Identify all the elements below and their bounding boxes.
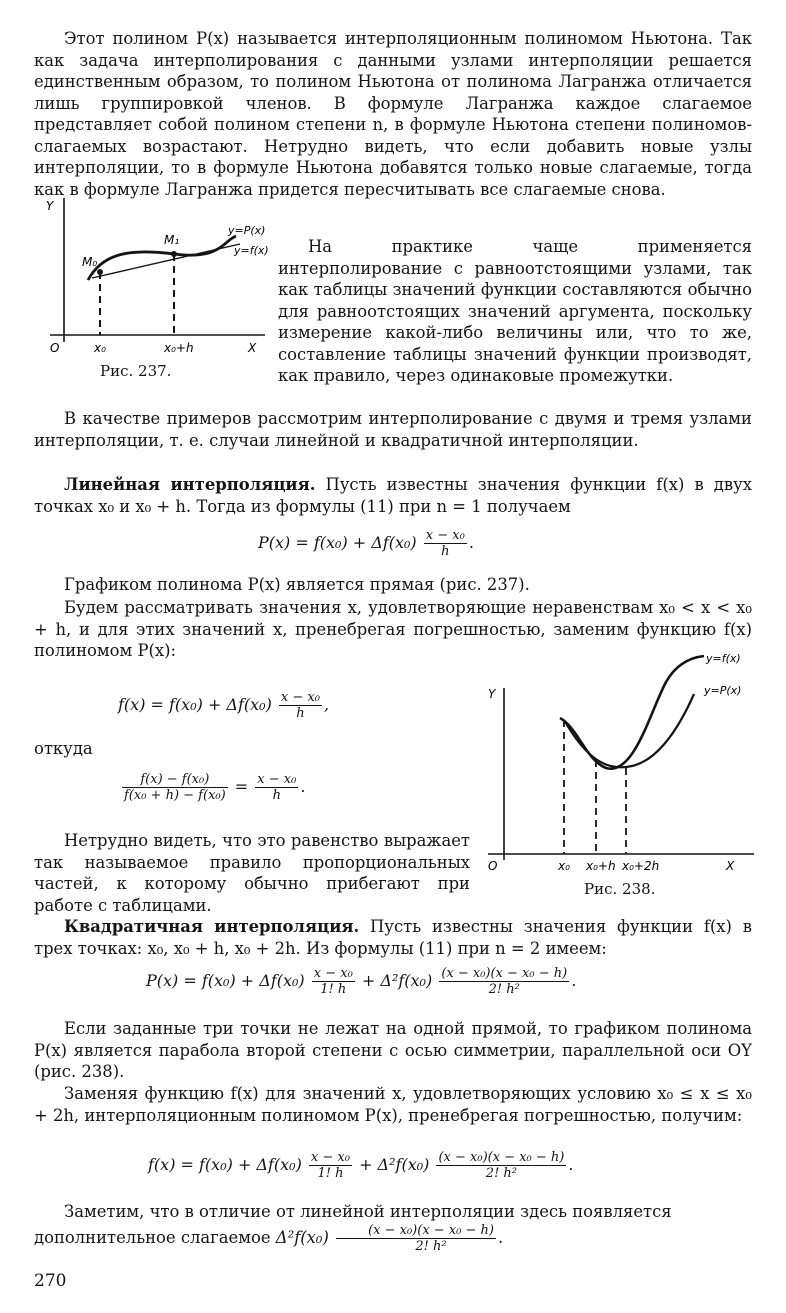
eq5-lhs: f(x) = f(x₀) + Δf(x₀)	[148, 1155, 302, 1174]
fig237-caption: Рис. 237.	[100, 362, 172, 380]
fig237-label-x0h: x₀+h	[164, 341, 194, 355]
paragraph-consider-values: Будем рассматривать значения x, удовлетворяющие неравенствам x₀ < x < x₀ + h, и для этих значений x, пренебрегая погрешностью, заменим функцию f(x) полиномом P(x):	[34, 598, 752, 660]
figure-238	[482, 648, 782, 876]
fig237-label-origin: O	[50, 341, 60, 355]
equation-linear-polynomial: P(x) = f(x₀) + Δf(x₀) $\frac{\text{x − x₀}}{h}$ .	[258, 528, 474, 559]
fig237-label-x: X	[248, 341, 257, 355]
eq3-right-numerator: x − x₀	[257, 772, 297, 787]
fig238-label-origin: O	[488, 859, 498, 873]
eq4-denominator-2: 2! h²	[488, 982, 520, 997]
equation-quadratic-polynomial: P(x) = f(x₀) + Δf(x₀) $\frac{\text{x − x₀}}{1! h}$ + Δ²f(x₀) $\frac{\text{(x − x₀)(x − x₀ − h)}}{\text{2! h²}}$ .	[146, 966, 577, 997]
paragraph-quadratic-interpolation	[34, 916, 752, 959]
eq6-denominator: 2! h²	[415, 1238, 447, 1254]
fig238-label-x0h: x₀+h	[586, 859, 616, 873]
eq1-numerator: x − x₀	[425, 528, 465, 543]
eq1-lhs: P(x) = f(x₀) + Δf(x₀)	[258, 533, 417, 552]
fig237-label-p: y=P(x)	[228, 224, 266, 237]
eq5-numerator-1: x − x₀	[310, 1150, 350, 1165]
fig238-label-x02h: x₀+2h	[622, 859, 660, 873]
fig237-label-y: Y	[46, 199, 54, 213]
paragraph-equidistant-nodes: На практике чаще применяется интерполирование с равноотстоящими узлами, так как таблицы значений функции составляются обычно для равноотстоящих значений аргумента, поскольку измерение какой-либо величины или, что то же, составление таблицы значений функции производят, как правило, через одинаковые промежутки.	[278, 237, 752, 385]
eq6-numerator: (x − x₀)(x − x₀ − h)	[336, 1223, 496, 1239]
paragraph-replace-function: Заменяя функцию f(x) для значений x, удовлетворяющих условию x₀ ≤ x ≤ x₀ + 2h, интерполяционным полиномом P(x), пренебрегая погрешностью, получим:	[34, 1084, 752, 1125]
eq4-fraction-1	[312, 966, 355, 997]
equation-quadratic-approximation: f(x) = f(x₀) + Δf(x₀) $\frac{\text{x − x₀}}{1! h}$ + Δ²f(x₀) $\frac{\text{(x − x₀)(x − x₀ − h)}}{\text{2! h²}}$ .	[148, 1150, 574, 1181]
eq5-fraction-1	[309, 1150, 352, 1181]
heading-quadratic-interpolation: Квадратичная интерполяция.	[64, 917, 360, 936]
paragraph-graph-linear: Графиком полинома P(x) является прямая (рис. 237).	[64, 575, 530, 594]
eq3-right-denominator: h	[272, 788, 281, 803]
text-additional-term: Заметим, что в отличие от линейной интерполяции здесь появляется дополнительное слагаемое	[34, 1202, 672, 1247]
paragraph-additional-term: Заметим, что в отличие от линейной интерполяции здесь появляется дополнительное слагаемое Δ²f(x₀) $\frac{\text{(x − x₀)(x − x₀ − h)}}{\text{2! h²}}$ .	[34, 1202, 672, 1254]
eq5-denominator-1: 1! h	[317, 1166, 344, 1181]
fig237-point-m0	[97, 269, 103, 275]
eq4-denominator-1: 1! h	[320, 982, 347, 997]
eq4-middle: + Δ²f(x₀)	[361, 971, 433, 990]
paragraph-newton-polynomial: Этот полином P(x) называется интерполяционным полиномом Ньютона. Так как задача интерполирования с данными узлами интерполяции решается единственным образом, то полином Ньютона от полинома Лагранжа отличается лишь группировкой членов. В формуле Лагранжа каждое слагаемое представляет собой полином степени n, в формуле Ньютона степени полиномов-слагаемых возрастают. Нетрудно видеть, что если добавить новые узлы интерполяции, то в формуле Ньютона добавятся только новые слагаемые, тогда как в формуле Лагранжа придется пересчитывать все слагаемые снова.	[34, 29, 752, 199]
eq4-numerator-2: (x − x₀)(x − x₀ − h)	[441, 966, 568, 981]
fig237-label-m1: M₁	[164, 233, 180, 247]
paragraph-examples: В качестве примеров рассмотрим интерполирование с двумя и тремя узлами интерполяции, т. е. случаи линейной и квадратичной интерполяции.	[34, 409, 752, 450]
paragraph-proportional-rule: Нетрудно видеть, что это равенство выражает так называемое правило пропорциональных частей, к которому обычно прибегают при работе с таблицами.	[34, 831, 470, 915]
eq2-lhs: f(x) = f(x₀) + Δf(x₀)	[118, 695, 272, 714]
page-number: 270	[34, 1271, 67, 1291]
fig238-label-p: y=P(x)	[704, 684, 742, 697]
fig237-line-p	[92, 244, 240, 278]
eq5-fraction-2	[436, 1150, 566, 1181]
fig238-label-x0: x₀	[558, 859, 570, 873]
fig238-caption: Рис. 238.	[584, 880, 656, 898]
eq6-fraction	[336, 1223, 496, 1254]
heading-linear-interpolation: Линейная интерполяция.	[64, 475, 316, 494]
fig237-label-x0: x₀	[94, 341, 106, 355]
equation-proportional-parts: $\frac{\text{f(x) − f(x₀)}}{\text{f(x₀ + h) − f(x₀)}}$ = $\frac{\text{x − x₀}}{h}$ .	[124, 772, 306, 803]
fig237-label-m0: M₀	[82, 255, 98, 269]
eq4-lhs: P(x) = f(x₀) + Δf(x₀)	[146, 971, 305, 990]
text-quadratic-interpolation: Пусть известны значения функции f(x) в трех точках: x₀, x₀ + h, x₀ + 2h. Из формулы (11) при n = 2 имеем:	[34, 917, 753, 958]
eq5-numerator-2: (x − x₀)(x − x₀ − h)	[438, 1150, 565, 1165]
paragraph-linear-interpolation	[34, 474, 752, 517]
eq6-lhs: Δ²f(x₀)	[275, 1227, 329, 1247]
eq2-numerator: x − x₀	[280, 690, 320, 705]
eq3-left-numerator: f(x) − f(x₀)	[122, 772, 228, 788]
fig238-label-x: X	[726, 859, 735, 873]
fig238-label-y: Y	[488, 687, 496, 701]
eq2-fraction	[279, 690, 322, 721]
eq5-middle: + Δ²f(x₀)	[359, 1155, 430, 1174]
eq4-fraction-2	[439, 966, 569, 997]
eq3-left-denominator: f(x₀ + h) − f(x₀)	[124, 788, 226, 803]
fig237-point-m1	[171, 251, 177, 257]
paragraph-parabola: Если заданные три точки не лежат на одной прямой, то графиком полинома P(x) является парабола второй степени с осью симметрии, параллельной оси OY (рис. 238).	[34, 1019, 752, 1081]
figure-237	[40, 192, 280, 360]
eq4-numerator-1: x − x₀	[313, 966, 353, 981]
fig238-curve-f	[560, 656, 704, 769]
paragraph-whence: откуда	[34, 739, 93, 758]
eq3-left-fraction	[122, 772, 228, 803]
equation-linear-approximation: f(x) = f(x₀) + Δf(x₀) $\frac{\text{x − x₀}}{h}$ ,	[118, 690, 330, 721]
eq1-fraction	[424, 528, 467, 559]
fig238-label-f: y=f(x)	[706, 652, 741, 665]
fig237-label-f: y=f(x)	[234, 244, 269, 257]
eq1-denominator: h	[441, 544, 450, 559]
eq5-denominator-2: 2! h²	[485, 1166, 518, 1181]
eq3-right-fraction	[255, 772, 298, 803]
text-linear-interpolation: Пусть известны значения функции f(x) в двух точках x₀ и x₀ + h. Тогда из формулы (11) при n = 1 получаем	[34, 475, 752, 516]
eq2-denominator: h	[296, 706, 305, 721]
